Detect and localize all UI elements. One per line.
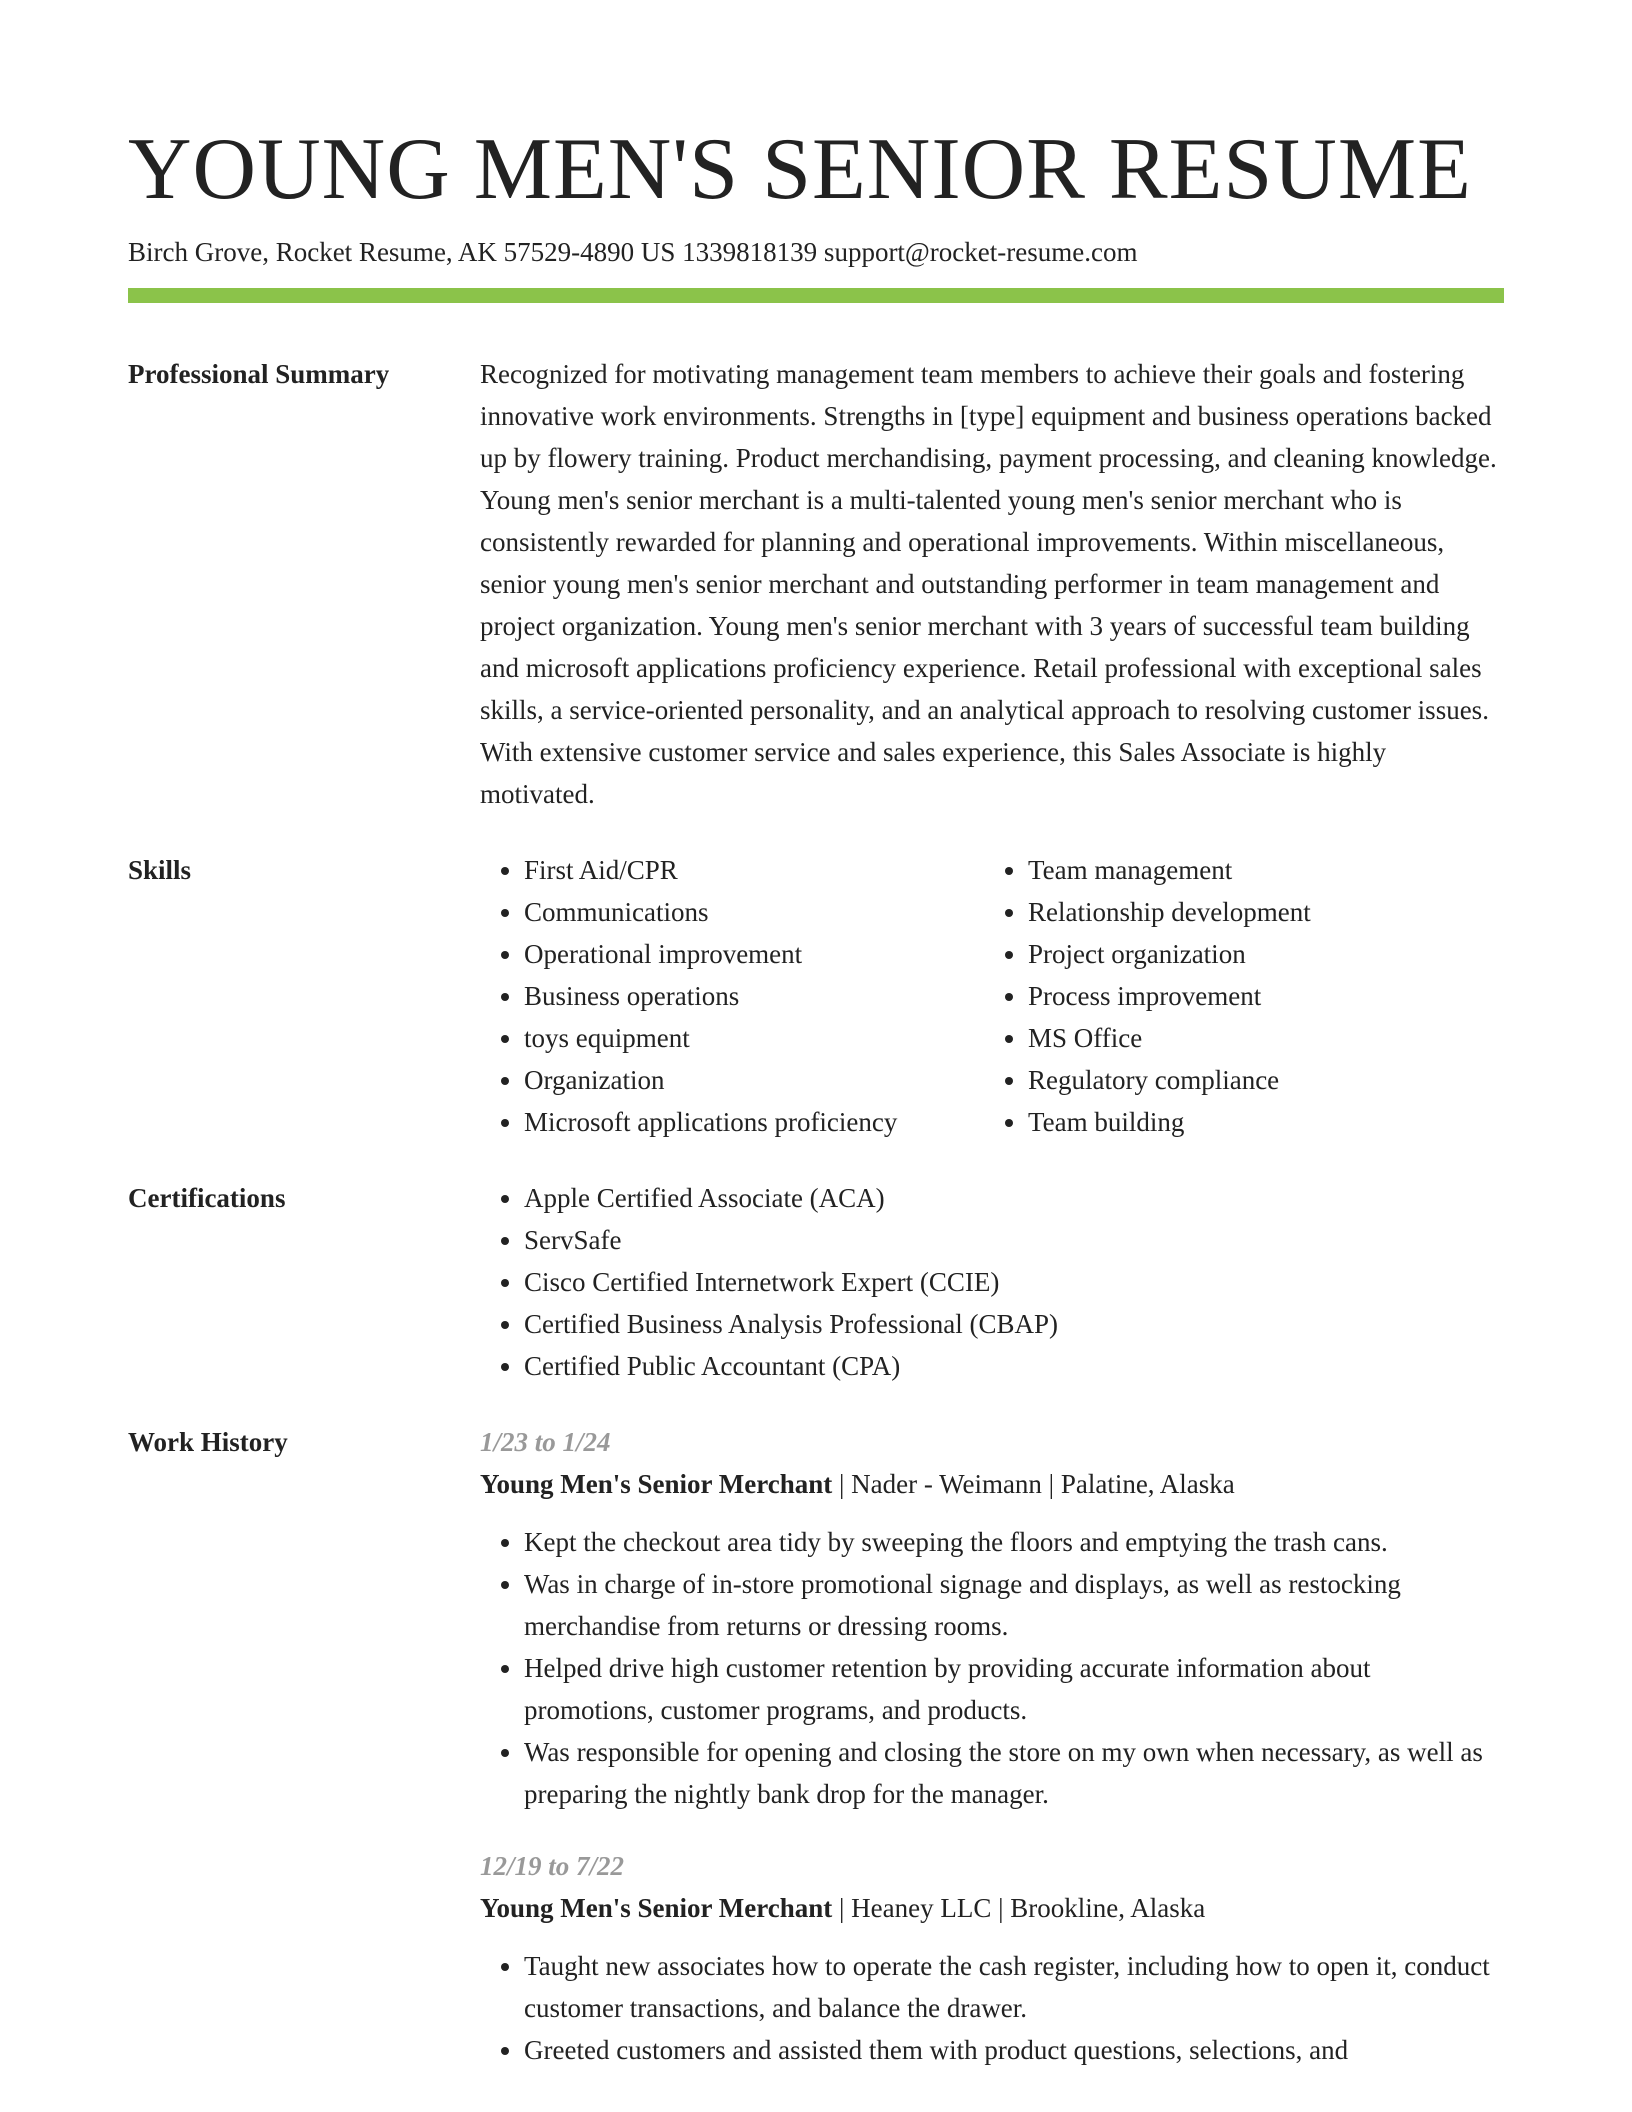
job-details: | Nader - Weimann | Palatine, Alaska — [832, 1469, 1235, 1499]
list-item: • MS Office — [1028, 1017, 1488, 1059]
skills-list-left — [480, 849, 984, 1143]
list-item: • Apple Certified Associate (ACA) — [524, 1177, 1504, 1219]
list-item: • Was in charge of in-store promotional signage and displays, as well as restocking merchandise from returns or dressing rooms. — [524, 1563, 1504, 1647]
list-item: • Greeted customers and assisted them with product questions, selections, and — [524, 2029, 1504, 2071]
header-divider — [128, 288, 1504, 303]
list-item: • Business operations — [524, 975, 984, 1017]
job-title-line — [480, 1887, 1504, 1929]
list-item: • Organization — [524, 1059, 984, 1101]
job-bullets — [480, 1521, 1504, 1815]
list-item: • Kept the checkout area tidy by sweeping the floors and emptying the trash cans. — [524, 1521, 1504, 1563]
summary-section — [128, 353, 1504, 815]
job-bullets — [480, 1945, 1504, 2071]
list-item: • Team building — [1028, 1101, 1488, 1143]
job-title-line — [480, 1463, 1504, 1505]
skills-title: Skills — [128, 855, 192, 885]
list-item: • Certified Business Analysis Professional (CBAP) — [524, 1303, 1504, 1345]
certifications-list — [480, 1177, 1504, 1387]
list-item: • Communications — [524, 891, 984, 933]
list-item: • toys equipment — [524, 1017, 984, 1059]
list-item: • Certified Public Accountant (CPA) — [524, 1345, 1504, 1387]
job-title: Young Men's Senior Merchant — [480, 1893, 833, 1923]
list-item: • Team management — [1028, 849, 1488, 891]
list-item: • Regulatory compliance — [1028, 1059, 1488, 1101]
work-history-section — [128, 1421, 1504, 2101]
work-history-title: Work History — [128, 1427, 288, 1457]
list-item: • Was responsible for opening and closing the store on my own when necessary, as well as preparing the nightly bank drop for the manager. — [524, 1731, 1504, 1815]
list-item: • Taught new associates how to operate the cash register, including how to open it, conduct customer transactions, and balance the drawer. — [524, 1945, 1504, 2029]
summary-text: Recognized for motivating management team members to achieve their goals and fostering innovative work environments. Strengths in [type] equipment and business operations backed up by flowery training. Product merchandising, payment processing, and cleaning knowledge. Young men's senior merchant is a multi-talented young men's senior merchant who is consistently rewarded for planning and operational improvements. Within miscellaneous, senior young men's senior merchant and outstanding performer in team management and project organization. Young men's senior merchant with 3 years of successful team building and microsoft applications proficiency experience. Retail professional with exceptional sales skills, a service-oriented personality, and an analytical approach to resolving customer issues. With extensive customer service and sales experience, this Sales Associate is highly motivated. — [480, 359, 1497, 809]
list-item: • Project organization — [1028, 933, 1488, 975]
summary-title: Professional Summary — [128, 359, 390, 389]
job-dates: 12/19 to 7/22 — [480, 1851, 625, 1881]
list-item: • Process improvement — [1028, 975, 1488, 1017]
certifications-section — [128, 1177, 1504, 1387]
resume-name: YOUNG MEN'S SENIOR RESUME — [128, 121, 1472, 218]
job-entry — [480, 1845, 1504, 2071]
list-item: • First Aid/CPR — [524, 849, 984, 891]
job-entry — [480, 1421, 1504, 1815]
job-details: | Heaney LLC | Brookline, Alaska — [832, 1893, 1206, 1923]
certifications-title: Certifications — [128, 1183, 286, 1213]
job-dates: 1/23 to 1/24 — [480, 1427, 611, 1457]
list-item: • ServSafe — [524, 1219, 1504, 1261]
list-item: • Microsoft applications proficiency — [524, 1101, 984, 1143]
job-title: Young Men's Senior Merchant — [480, 1469, 833, 1499]
skills-section — [128, 849, 1504, 1143]
list-item: • Helped drive high customer retention by providing accurate information about promotions, customer programs, and products. — [524, 1647, 1504, 1731]
list-item: • Relationship development — [1028, 891, 1488, 933]
list-item: • Cisco Certified Internetwork Expert (CCIE) — [524, 1261, 1504, 1303]
skills-list-right — [984, 849, 1488, 1143]
contact-info: Birch Grove, Rocket Resume, AK 57529-4890 US 1339818139 support@rocket-resume.com — [128, 237, 1138, 267]
list-item: • Operational improvement — [524, 933, 984, 975]
